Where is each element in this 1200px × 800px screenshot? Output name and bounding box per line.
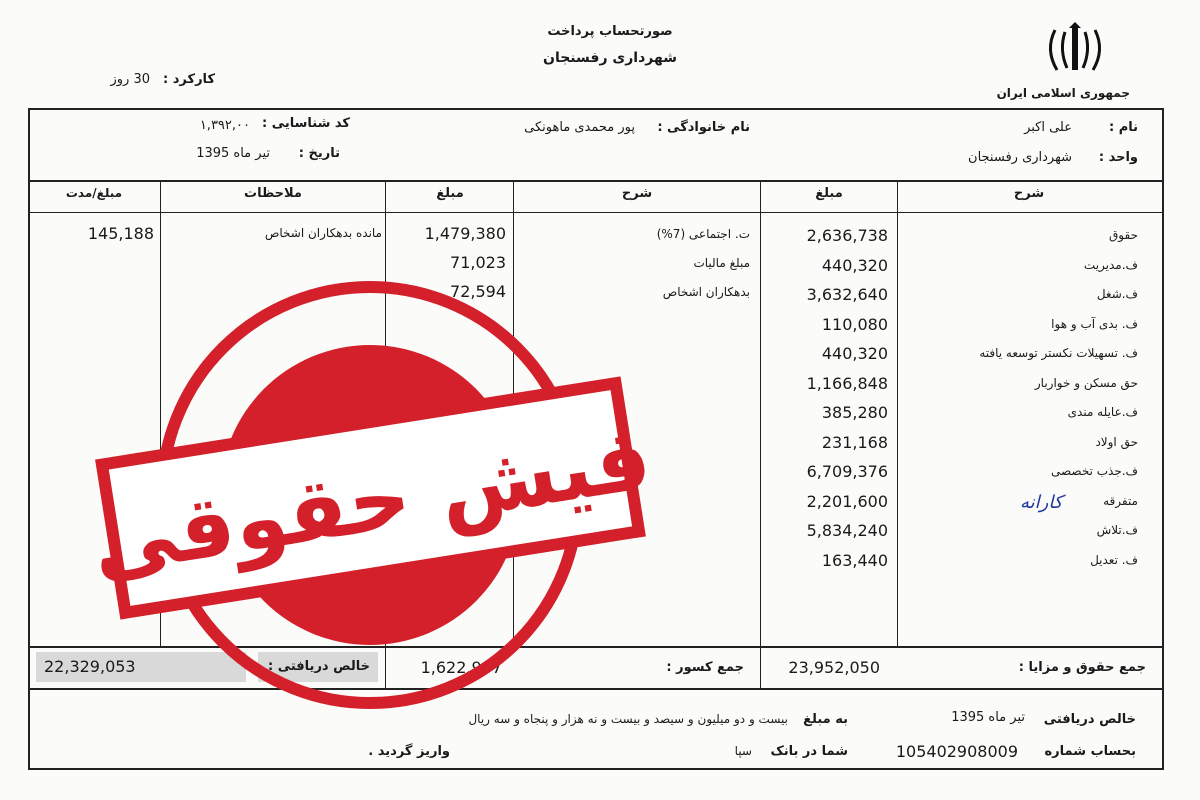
earning-amount: 2,636,738: [806, 226, 888, 245]
emblem: [1035, 20, 1115, 80]
earnings-total-label: جمع حقوق و مزایا :: [1018, 660, 1146, 675]
document-subtitle: شهرداری رفسنجان: [543, 50, 677, 66]
earning-amount: 2,201,600: [806, 491, 888, 511]
handwritten-note: کارانه: [1020, 492, 1063, 513]
earning-desc: ف. تعدیل: [1090, 552, 1138, 567]
deduction-desc: ت. اجتماعی (7%): [656, 227, 750, 241]
col-divider-1: [897, 180, 898, 646]
footer-period: تیر ماه 1395: [951, 710, 1025, 725]
header-earn-desc: شرح: [1013, 186, 1045, 201]
earning-desc: ف.جذب تخصصی: [1051, 464, 1138, 478]
col-divider-2: [760, 180, 761, 646]
earning-amount: 440,320: [821, 344, 888, 363]
footer-deposited: واریز گردید .: [368, 744, 450, 759]
header-amount-term: مبلغ/مدت: [65, 186, 123, 200]
earning-amount: 231,168: [821, 432, 888, 452]
deductions-total-label: جمع کسور :: [666, 660, 744, 675]
work-days-label: کارکرد :: [163, 72, 215, 87]
unit-value: شهرداری رفسنجان: [968, 150, 1072, 165]
footer-bank-name: سپا: [734, 744, 752, 758]
deduction-amount: 1,479,380: [424, 224, 506, 243]
notes-row-note: مانده بدهکاران اشخاص: [264, 226, 382, 240]
earning-amount: 5,834,240: [806, 521, 888, 540]
emblem-caption: جمهوری اسلامی ایران: [996, 86, 1130, 100]
earning-amount: 440,320: [821, 255, 888, 275]
footer-amount-words: بیست و دو میلیون و سیصد و بیست و نه هزار و پنجاه و سه ریال: [468, 712, 788, 726]
earning-amount: 1,166,848: [806, 373, 888, 393]
earning-amount: 6,709,376: [806, 462, 888, 481]
deduction-amount: 71,023: [450, 253, 506, 272]
earning-desc: ف.شغل: [1096, 287, 1138, 301]
work-days-value: 30 روز: [110, 72, 150, 87]
earning-amount: 110,080: [821, 314, 888, 334]
deductions-total-value: 1,622,997: [420, 658, 502, 677]
id-code-value: ۱,۳۹۲,۰۰: [199, 118, 250, 133]
stamp-text: فیش حقوقی: [84, 408, 658, 596]
earning-desc: حق مسکن و خواربار: [1034, 375, 1138, 390]
unit-label: واحد :: [1098, 150, 1138, 165]
earning-desc: ف.عایله مندی: [1067, 405, 1138, 419]
deduction-desc: بدهکاران اشخاص: [662, 285, 750, 299]
earnings-total-value: 23,952,050: [788, 658, 880, 677]
footer-amount-label: به مبلغ: [803, 712, 848, 727]
name-label: نام :: [1108, 120, 1138, 135]
table-header-rule: [28, 212, 1162, 213]
notes-row-value: 145,188: [87, 224, 154, 243]
header-ded-desc: شرح: [621, 186, 653, 201]
family-name-label: نام خانوادگی :: [657, 120, 750, 135]
iran-emblem-icon: [1035, 20, 1115, 80]
document-title: صورتحساب پرداخت: [547, 24, 673, 39]
id-code-label: کد شناسایی :: [262, 116, 350, 131]
net-total-value: 22,329,053: [44, 657, 136, 676]
net-total-label: خالص دریافتی :: [267, 659, 370, 674]
header-notes: ملاحظات: [244, 186, 302, 201]
family-name-value: پور محمدی ماهونکی: [524, 120, 635, 135]
earning-amount: 385,280: [821, 403, 888, 422]
footer-account-label: بحساب شماره: [1044, 744, 1136, 759]
earning-desc: حق اولاد: [1095, 434, 1138, 449]
salary-slip-stamp: [60, 255, 700, 725]
date-value: تیر ماه 1395: [196, 146, 270, 161]
earning-amount: 163,440: [821, 550, 888, 570]
footer-account-number: 105402908009: [895, 742, 1018, 761]
name-value: علی اکبر: [1024, 120, 1072, 135]
footer-bank-label: شما در بانک: [770, 744, 848, 759]
earning-amount: 3,632,640: [806, 285, 888, 304]
footer-net-label: خالص دریافتی: [1043, 712, 1136, 727]
deduction-desc: مبلغ مالیات: [693, 256, 750, 270]
earning-desc: ف. بدی آب و هوا: [1051, 316, 1138, 331]
deduction-amount: 72,594: [450, 282, 506, 301]
earning-desc: متفرقه: [1103, 493, 1138, 508]
header-earn-amount: مبلغ: [815, 186, 843, 201]
earning-desc: ف.تلاش: [1096, 523, 1138, 537]
earning-desc: ف. تسهیلات نکستر توسعه یافته: [979, 346, 1138, 360]
earning-desc: حقوق: [1109, 228, 1138, 242]
date-label: تاریخ :: [298, 146, 340, 161]
header-ded-amount: مبلغ: [436, 186, 464, 201]
earning-desc: ف.مدیریت: [1083, 257, 1138, 272]
table-top-rule: [28, 180, 1162, 182]
